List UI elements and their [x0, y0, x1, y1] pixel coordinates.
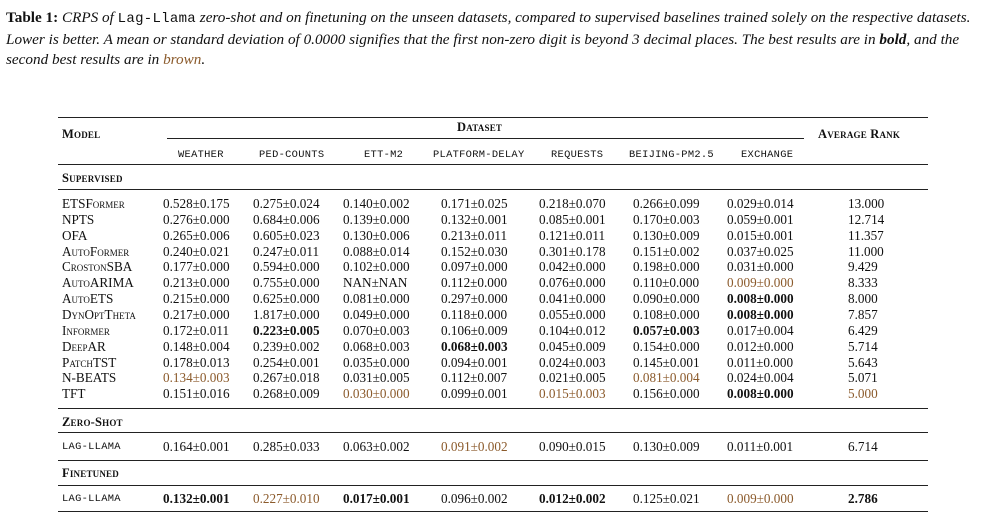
- table-row-model: N-BEATS: [62, 370, 117, 386]
- table-row-cell: 0.021±0.005: [539, 370, 606, 386]
- finetuned-row-cell: 0.125±0.021: [633, 491, 700, 506]
- finetuned-row-cell: 0.096±0.002: [441, 491, 508, 506]
- table-row-cell: 0.024±0.003: [539, 354, 606, 370]
- table-row-cell: 0.024±0.004: [727, 370, 794, 386]
- table-row-cell: 0.134±0.003: [163, 370, 230, 386]
- zero-shot-row-model: LAG-LLAMA: [62, 441, 121, 453]
- table-row-rank: 5.000: [848, 386, 878, 402]
- table-row-cell: 0.297±0.000: [441, 291, 508, 307]
- col-header-beijing-pm25: BEIJING-PM2.5: [629, 149, 714, 161]
- table-row-model: AutoARIMA: [62, 275, 134, 291]
- table-row-model: PatchTST: [62, 354, 117, 370]
- table-row-cell: 0.198±0.000: [633, 259, 700, 275]
- table-row-cell: 0.008±0.000: [727, 291, 794, 307]
- table-row-model: AutoETS: [62, 291, 114, 307]
- table-row-cell: 0.625±0.000: [253, 291, 320, 307]
- table-row-model: ETSFormer: [62, 196, 125, 211]
- col-header-requests: REQUESTS: [551, 149, 604, 161]
- table-row-cell: 0.017±0.004: [727, 322, 794, 338]
- header-rule: [58, 164, 928, 165]
- table-row-rank: 11.357: [848, 227, 884, 243]
- zeroshot-rule: [58, 432, 928, 433]
- table-row-cell: 0.594±0.000: [253, 259, 320, 275]
- table-row-model: CrostonSBA: [62, 259, 133, 275]
- table-row-cell: 0.755±0.000: [253, 275, 320, 291]
- table-row-cell: 0.011±0.000: [727, 354, 794, 370]
- table-row-cell: 0.081±0.000: [343, 291, 410, 307]
- table-row-cell: 0.145±0.001: [633, 354, 700, 370]
- table-row-rank: 9.429: [848, 259, 878, 275]
- table-row-cell: 1.817±0.000: [253, 306, 320, 322]
- finetuned-row-cell: 0.009±0.000: [727, 491, 794, 506]
- table-row-cell: 0.132±0.001: [441, 211, 508, 227]
- table-row-rank: 5.714: [848, 338, 878, 354]
- table-row-cell: 0.037±0.025: [727, 243, 794, 259]
- table-row-cell: 0.140±0.002: [343, 196, 410, 211]
- caption-second-word: brown: [163, 51, 202, 68]
- table-row-cell: 0.215±0.000: [163, 291, 230, 307]
- section-zero-shot: Zero-Shot: [62, 415, 123, 429]
- col-header-ped-counts: PED-COUNTS: [259, 149, 325, 161]
- finetuned-row-rank: 2.786: [848, 491, 878, 506]
- caption-best-word: bold: [879, 30, 907, 48]
- table-row-cell: 0.130±0.009: [633, 227, 700, 243]
- table-row-cell: 0.088±0.014: [343, 243, 410, 259]
- finetuned-row-cell: 0.227±0.010: [253, 491, 320, 506]
- supervised-rule: [58, 189, 928, 190]
- caption-text-4: .: [201, 51, 206, 68]
- table-row-cell: 0.139±0.000: [343, 211, 410, 227]
- table-row-cell: 0.031±0.000: [727, 259, 794, 275]
- table-row-rank: 8.000: [848, 291, 878, 307]
- table-row-cell: 0.112±0.007: [441, 370, 508, 386]
- table-row-cell: 0.239±0.002: [253, 338, 320, 354]
- table-row-cell: 0.042±0.000: [539, 259, 606, 275]
- table-row-cell: 0.059±0.001: [727, 211, 794, 227]
- table-row-model: DeepAR: [62, 338, 106, 354]
- table-row-cell: 0.178±0.013: [163, 354, 230, 370]
- table-caption: [6, 8, 978, 71]
- table-row-cell: 0.015±0.003: [539, 386, 606, 402]
- table-row-cell: 0.240±0.021: [163, 243, 230, 259]
- finetuned-row-model: LAG-LLAMA: [62, 493, 121, 505]
- col-header-exchange: EXCHANGE: [741, 149, 794, 161]
- table-row-cell: 0.118±0.000: [441, 306, 508, 322]
- table-row-rank: 8.333: [848, 275, 878, 291]
- section-supervised: Supervised: [62, 171, 123, 185]
- zero-shot-row-cell: 0.011±0.001: [727, 439, 794, 454]
- table-row-cell: 0.528±0.175: [163, 196, 230, 211]
- table-row-cell: 0.151±0.002: [633, 243, 700, 259]
- table-row-rank: 11.000: [848, 243, 884, 259]
- table-row-cell: 0.254±0.001: [253, 354, 320, 370]
- table-row-cell: 0.081±0.004: [633, 370, 700, 386]
- caption-model-name: Lag-Llama: [117, 11, 196, 27]
- table-row-cell: 0.112±0.000: [441, 275, 508, 291]
- zero-shot-row-cell: 0.091±0.002: [441, 439, 508, 454]
- dataset-rule: [167, 138, 804, 139]
- table-row-cell: 0.106±0.009: [441, 322, 508, 338]
- zero-shot-row-cell: 0.164±0.001: [163, 439, 230, 454]
- table-row-cell: 0.035±0.000: [343, 354, 410, 370]
- table-row-cell: 0.110±0.000: [633, 275, 700, 291]
- table-row-cell: 0.154±0.000: [633, 338, 700, 354]
- finetuned-top-rule: [58, 460, 928, 461]
- col-header-platform-delay: PLATFORM-DELAY: [433, 149, 525, 161]
- table-row-cell: 0.030±0.000: [343, 386, 410, 402]
- table-row-model: DynOptTheta: [62, 306, 136, 322]
- zero-shot-row-rank: 6.714: [848, 439, 878, 454]
- table-row-rank: 5.643: [848, 354, 878, 370]
- table-row-cell: 0.223±0.005: [253, 322, 320, 338]
- table-row-cell: 0.130±0.006: [343, 227, 410, 243]
- table-row-cell: 0.012±0.000: [727, 338, 794, 354]
- table-row-cell: 0.171±0.025: [441, 196, 508, 211]
- table-row-cell: 0.268±0.009: [253, 386, 320, 402]
- table-row-cell: 0.265±0.006: [163, 227, 230, 243]
- table-row-cell: 0.097±0.000: [441, 259, 508, 275]
- table-row-cell: 0.151±0.016: [163, 386, 230, 402]
- table-row-cell: 0.104±0.012: [539, 322, 606, 338]
- finetuned-rule: [58, 485, 928, 486]
- finetuned-row-cell: 0.132±0.001: [163, 491, 230, 506]
- caption-label: Table 1:: [6, 9, 59, 26]
- table-row-cell: 0.217±0.000: [163, 306, 230, 322]
- table-row-model: TFT: [62, 386, 86, 402]
- table-row-cell: 0.102±0.000: [343, 259, 410, 275]
- table-row-cell: 0.085±0.001: [539, 211, 606, 227]
- col-header-ett-m2: ETT-M2: [364, 149, 404, 161]
- caption-text-1: CRPS of: [61, 9, 114, 26]
- zero-shot-row-cell: 0.090±0.015: [539, 439, 606, 454]
- table-row-cell: 0.094±0.001: [441, 354, 508, 370]
- table-row-cell: 0.057±0.003: [633, 322, 700, 338]
- table-row-rank: 7.857: [848, 306, 878, 322]
- zero-shot-row-cell: 0.063±0.002: [343, 439, 410, 454]
- table-row-cell: 0.090±0.000: [633, 291, 700, 307]
- table-row-cell: 0.076±0.000: [539, 275, 606, 291]
- table-row-cell: 0.152±0.030: [441, 243, 508, 259]
- table-row-rank: 12.714: [848, 211, 885, 227]
- table-row-cell: 0.008±0.000: [727, 306, 794, 322]
- table-row-cell: 0.218±0.070: [539, 196, 606, 211]
- table-row-cell: 0.177±0.000: [163, 259, 230, 275]
- table-row-cell: 0.276±0.000: [163, 211, 230, 227]
- header-dataset: Dataset: [457, 120, 503, 134]
- caption-text-3: , and the second best results are in: [6, 30, 960, 68]
- table-row-cell: 0.045±0.009: [539, 338, 606, 354]
- table-row-cell: 0.041±0.000: [539, 291, 606, 307]
- table-row-cell: 0.068±0.003: [343, 338, 410, 354]
- finetuned-row-cell: 0.017±0.001: [343, 491, 410, 506]
- table-row-cell: 0.247±0.011: [253, 243, 320, 259]
- table-row-cell: 0.055±0.000: [539, 306, 606, 322]
- header-average-rank: Average Rank: [818, 127, 901, 141]
- table-row-cell: 0.148±0.004: [163, 338, 230, 354]
- table-row-model: NPTS: [62, 211, 95, 227]
- table-row-cell: 0.049±0.000: [343, 306, 410, 322]
- table-row-cell: 0.170±0.003: [633, 211, 700, 227]
- col-header-weather: WEATHER: [178, 149, 224, 161]
- table-row-cell: 0.068±0.003: [441, 338, 508, 354]
- table-row-cell: 0.108±0.000: [633, 306, 700, 322]
- table-row-cell: 0.172±0.011: [163, 322, 230, 338]
- table-row-cell: NAN±NAN: [343, 275, 408, 291]
- section-finetuned: Finetuned: [62, 466, 119, 480]
- table-row-cell: 0.008±0.000: [727, 386, 794, 402]
- table-row-model: Informer: [62, 322, 110, 338]
- table-row-cell: 0.121±0.011: [539, 227, 606, 243]
- table-row-cell: 0.301±0.178: [539, 243, 606, 259]
- table-row-cell: 0.015±0.001: [727, 227, 794, 243]
- table-row-cell: 0.213±0.011: [441, 227, 508, 243]
- table-row-cell: 0.009±0.000: [727, 275, 794, 291]
- zero-shot-row-cell: 0.130±0.009: [633, 439, 700, 454]
- finetuned-row-cell: 0.012±0.002: [539, 491, 606, 506]
- bottom-rule: [58, 511, 928, 512]
- caption-text-2: zero-shot and on finetuning on the unseen datasets, compared to supervised baselines trained solely on the respective datasets. Lower is better. A mean or standard deviation of 0.0000 signifies that the first non-zero digit is beyond 3 decimal places. The best results are in: [6, 9, 971, 48]
- header-model: Model: [62, 127, 101, 141]
- table-row-cell: 0.605±0.023: [253, 227, 320, 243]
- table-row-cell: 0.267±0.018: [253, 370, 320, 386]
- table-row-cell: 0.031±0.005: [343, 370, 410, 386]
- table-row-cell: 0.029±0.014: [727, 196, 794, 211]
- table-row-cell: 0.266±0.099: [633, 196, 700, 211]
- zeroshot-top-rule: [58, 408, 928, 409]
- table-row-rank: 5.071: [848, 370, 878, 386]
- table-row-cell: 0.275±0.024: [253, 196, 320, 211]
- table-row-cell: 0.213±0.000: [163, 275, 230, 291]
- table-row-model: AutoFormer: [62, 243, 130, 259]
- table-row-rank: 6.429: [848, 322, 878, 338]
- table-row-cell: 0.070±0.003: [343, 322, 410, 338]
- zero-shot-row-cell: 0.285±0.033: [253, 439, 320, 454]
- table-row-rank: 13.000: [848, 196, 885, 211]
- table-row-cell: 0.156±0.000: [633, 386, 700, 402]
- table-row-model: OFA: [62, 227, 88, 243]
- table-row-cell: 0.684±0.006: [253, 211, 320, 227]
- table-row-cell: 0.099±0.001: [441, 386, 508, 402]
